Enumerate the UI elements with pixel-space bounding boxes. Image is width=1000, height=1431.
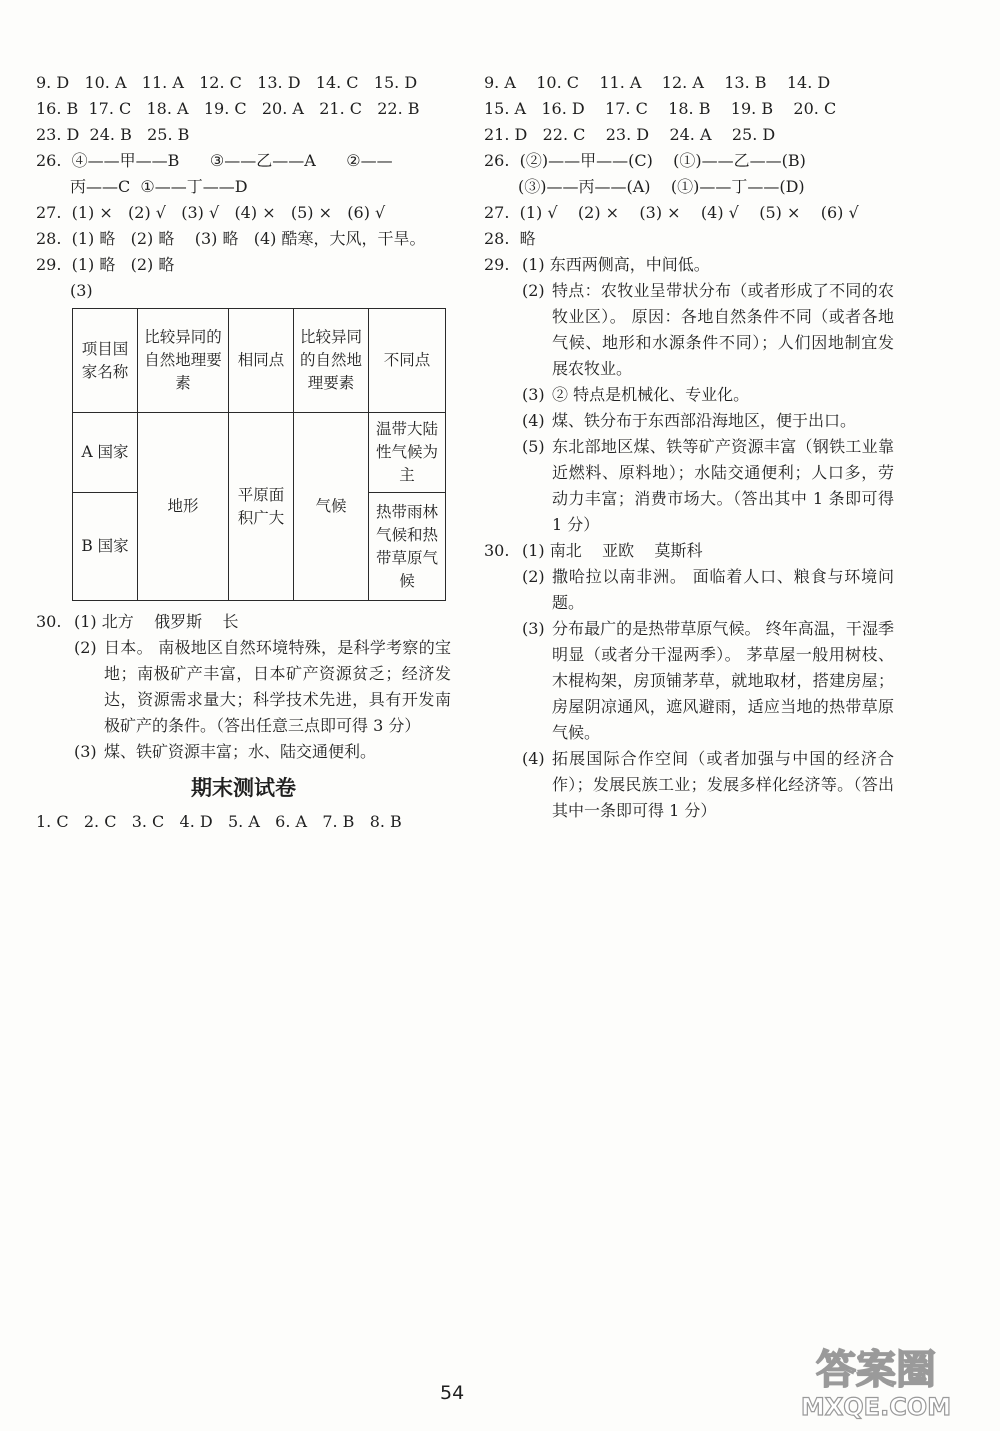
question-number: 30.: [36, 612, 62, 631]
page-number: 54: [440, 1382, 465, 1404]
answer-line: 28. (1) 略 (2) 略 (3) 略 (4) 酷寒，大风，干旱。: [36, 229, 426, 248]
part-text: 东北部地区煤、铁等矿产资源丰富（钢铁工业靠近燃料、原料地）；水陆交通便利；人口多，劳动力丰富；消费市场大。（答出其中 1 条即可得 1 分）: [552, 437, 894, 534]
comparison-table: [72, 308, 446, 601]
table-row-label: A 国家: [73, 413, 138, 493]
answer-line: (③)——丙——(A) (①)——丁——(D): [518, 177, 805, 196]
section-heading: 期末测试卷: [191, 776, 296, 800]
table-header: 比较异同的自然地理要素: [138, 309, 229, 413]
left-column: [36, 70, 451, 835]
part-text: ② 特点是机械化、专业化。: [552, 385, 750, 404]
part-label: (3): [522, 385, 545, 404]
part-text: 分布最广的是热带草原气候。 终年高温，干湿季明显（或者分干湿两季）。 茅草屋一般用树枝、木棍构架，房顶铺茅草，就地取材，搭建房屋；房屋阴凉通风，遮风避雨，适应当地的热带草原气候。: [552, 619, 894, 742]
answer-line: 27. (1) √ (2) × (3) × (4) √ (5) × (6) √: [484, 203, 859, 222]
question-number: 29.: [484, 255, 510, 274]
answer-line: 26. (②)——甲——(C) (①)——乙——(B): [484, 151, 806, 170]
part-label: (2): [74, 638, 97, 657]
right-column: [484, 70, 894, 824]
part-text: 煤、铁分布于东西部沿海地区，便于出口。: [552, 411, 857, 430]
part-text: 日本。 南极地区自然环境特殊，是科学考察的宝地；南极矿产丰富，日本矿产资源贫乏；经济发达，资源需求量大；科学技术先进，具有开发南极矿产的条件。（答出任意三点即可得 3 分）: [104, 638, 451, 735]
answer-line: 21. D 22. C 23. D 24. A 25. D: [484, 125, 776, 144]
part-text: 拓展国际合作空间（或者加强与中国的经济合作）；发展民族工业；发展多样化经济等。（答出其中一条即可得 1 分）: [552, 749, 894, 820]
table-header: 不同点: [369, 309, 446, 413]
answer-line: 1. C 2. C 3. C 4. D 5. A 6. A 7. B 8. B: [36, 812, 402, 831]
table-header: 项目国家名称: [73, 309, 138, 413]
part-text: 煤、铁矿资源丰富；水、陆交通便利。: [104, 742, 377, 761]
answer-part: (1) 东西两侧高，中间低。: [522, 255, 710, 274]
answer-line: 16. B 17. C 18. A 19. C 20. A 21. C 22. B: [36, 99, 420, 118]
part-label: (4): [522, 411, 545, 430]
answer-line: 丙——C ①——丁——D: [70, 177, 248, 196]
answer-line: 9. D 10. A 11. A 12. C 13. D 14. C 15. D: [36, 73, 418, 92]
watermark-text: 答案圈: [816, 1347, 936, 1393]
part-label: (3): [522, 619, 545, 638]
answer-part: (1) 南北 亚欧 莫斯科: [522, 541, 703, 560]
part-text: 撒哈拉以南非洲。 面临着人口、粮食与环境问题。: [552, 567, 894, 612]
answer-line: 29. (1) 略 (2) 略: [36, 255, 175, 274]
question-number: 30.: [484, 541, 510, 560]
answer-part: [522, 746, 894, 824]
table-row-label: B 国家: [73, 493, 138, 601]
table-cell: 温带大陆性气候为主: [369, 413, 446, 493]
watermark-logo: [766, 1339, 986, 1423]
table-cell: 热带雨林气候和热带草原气候: [369, 493, 446, 601]
table-header: 相同点: [229, 309, 294, 413]
answer-line: 27. (1) × (2) √ (3) √ (4) × (5) × (6) √: [36, 203, 386, 222]
part-label: (3): [74, 742, 97, 761]
part-label: (2): [522, 567, 545, 586]
answer-part: [74, 739, 451, 765]
table-cell: 气候: [294, 413, 369, 601]
answer-line: 28. 略: [484, 229, 536, 248]
part-text: 特点：农牧业呈带状分布（或者形成了不同的农牧业区）。 原因：各地自然条件不同（或者各地气候、地形和水源条件不同）；人们因地制宜发展农牧业。: [552, 281, 894, 378]
table-cell: 地形: [138, 413, 229, 601]
question-30: [484, 538, 894, 824]
part-label: (5): [522, 437, 545, 456]
answer-line: 9. A 10. C 11. A 12. A 13. B 14. D: [484, 73, 831, 92]
part-label: (2): [522, 281, 545, 300]
part-label: (4): [522, 749, 545, 768]
table-header: 比较异同的自然地理要素: [294, 309, 369, 413]
table-cell: 平原面积广大: [229, 413, 294, 601]
answer-part: [74, 635, 451, 739]
answer-part: [522, 278, 894, 382]
question-30: [36, 609, 451, 765]
answer-line: 15. A 16. D 17. C 18. B 19. B 20. C: [484, 99, 837, 118]
answer-part: (1) 北方 俄罗斯 长: [74, 612, 239, 631]
answer-part: [522, 434, 894, 538]
watermark-site: MXQE.COM: [800, 1393, 952, 1421]
answer-part: [522, 408, 894, 434]
answer-line: 23. D 24. B 25. B: [36, 125, 190, 144]
answer-part: [522, 564, 894, 616]
answer-line: (3): [70, 281, 93, 300]
answer-line: 26. ④——甲——B ③——乙——A ②——: [36, 151, 393, 170]
question-29: [484, 252, 894, 538]
answer-part: [522, 382, 894, 408]
answer-part: [522, 616, 894, 746]
